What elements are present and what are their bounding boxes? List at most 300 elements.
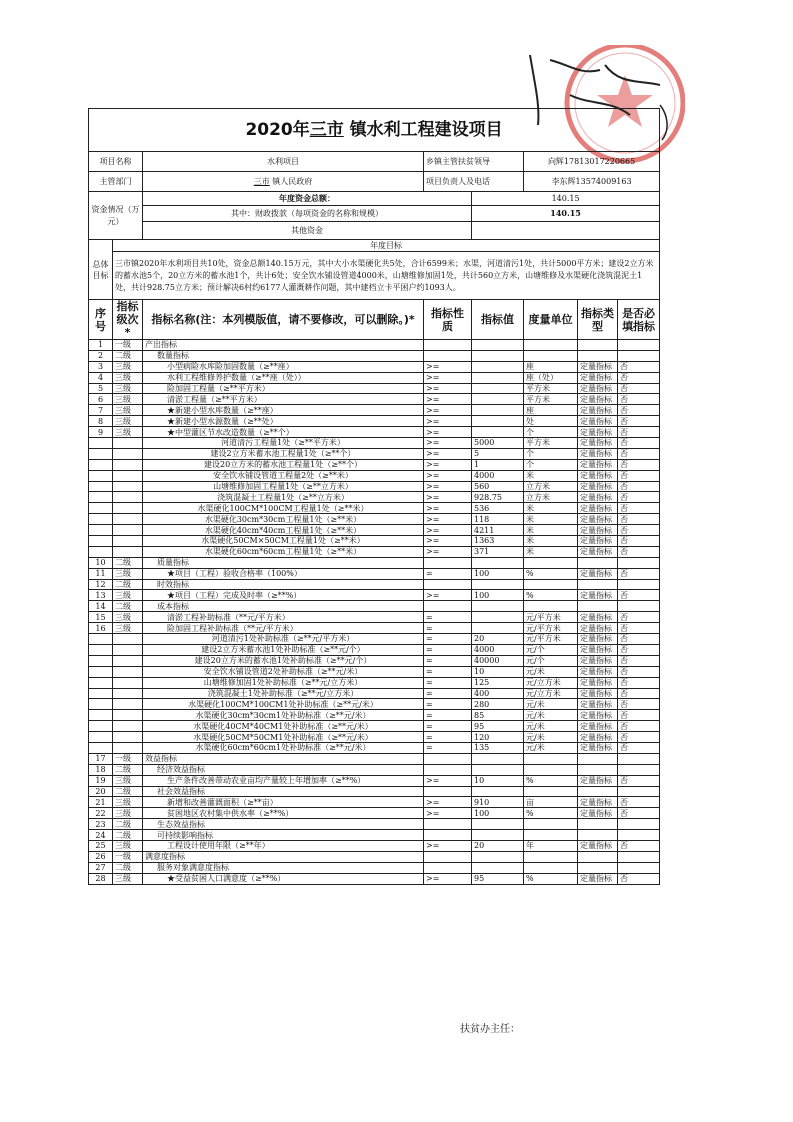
row-type: 定量指标	[578, 808, 618, 819]
dept-label: 主管部门	[89, 172, 143, 192]
row-nature: >=	[424, 492, 472, 503]
row-index: 27	[89, 862, 113, 873]
row-level	[113, 699, 143, 710]
row-indicator-name: 建设2立方米蓄水池1处补助标准（≥**元/个）	[143, 644, 424, 655]
row-required: 否	[618, 438, 660, 449]
row-required	[618, 764, 660, 775]
row-indicator-name: 水渠硬化40CM*40CM1处补助标准（≥**元/米）	[143, 721, 424, 732]
row-unit: 座	[524, 361, 578, 372]
row-unit: 元/米	[524, 699, 578, 710]
row-level	[113, 481, 143, 492]
row-unit: 年	[524, 840, 578, 851]
row-value	[472, 851, 524, 862]
row-unit: 元/个	[524, 655, 578, 666]
row-unit: 元/平方米	[524, 634, 578, 645]
row-unit: %	[524, 775, 578, 786]
col-header-level: 指标级次*	[113, 300, 143, 340]
row-level: 二级	[113, 830, 143, 841]
row-index: 17	[89, 753, 113, 764]
row-index	[89, 459, 113, 470]
row-required	[618, 830, 660, 841]
row-nature: >=	[424, 873, 472, 884]
row-type: 定量指标	[578, 699, 618, 710]
row-type: 定量指标	[578, 514, 618, 525]
row-level: 二级	[113, 601, 143, 612]
row-level	[113, 634, 143, 645]
row-type	[578, 350, 618, 361]
row-value: 118	[472, 514, 524, 525]
row-type	[578, 830, 618, 841]
row-type: 定量指标	[578, 666, 618, 677]
row-nature: >=	[424, 470, 472, 481]
row-indicator-name: 可持续影响指标	[143, 830, 424, 841]
row-indicator-name: 山塘维修加固工程量1处（≥**立方米）	[143, 481, 424, 492]
row-nature: =	[424, 721, 472, 732]
row-required: 否	[618, 568, 660, 579]
row-value	[472, 579, 524, 590]
row-unit: 立方米	[524, 481, 578, 492]
row-type: 定量指标	[578, 372, 618, 383]
row-nature	[424, 851, 472, 862]
table-row	[89, 644, 660, 655]
row-unit: 米	[524, 546, 578, 557]
row-nature: =	[424, 732, 472, 743]
table-row	[89, 677, 660, 688]
row-unit	[524, 862, 578, 873]
leader-value: 向辉17813017220665	[524, 152, 660, 172]
row-nature: >=	[424, 372, 472, 383]
row-unit: 亩	[524, 797, 578, 808]
row-type: 定量指标	[578, 568, 618, 579]
row-unit: %	[524, 873, 578, 884]
row-indicator-name: 河道清污1处补助标准（≥**元/平方米）	[143, 634, 424, 645]
row-indicator-name: 水渠硬化50CM×50CM工程量1处（≥**米）	[143, 536, 424, 547]
row-type: 定量指标	[578, 775, 618, 786]
row-required: 否	[618, 394, 660, 405]
row-required: 否	[618, 644, 660, 655]
row-index: 19	[89, 775, 113, 786]
row-unit	[524, 340, 578, 351]
table-row	[89, 340, 660, 351]
row-level: 一级	[113, 340, 143, 351]
row-value: 5000	[472, 438, 524, 449]
row-level	[113, 655, 143, 666]
row-unit: 平方米	[524, 438, 578, 449]
row-indicator-name: 险加固工程量（≥**平方米）	[143, 383, 424, 394]
row-level	[113, 546, 143, 557]
row-indicator-name: ★中型灌区节水改造数量（≥**个）	[143, 427, 424, 438]
row-unit: 元/平方米	[524, 612, 578, 623]
row-unit: 米	[524, 536, 578, 547]
row-index: 15	[89, 612, 113, 623]
row-unit: 个	[524, 448, 578, 459]
row-required: 否	[618, 427, 660, 438]
row-indicator-name: 险加固工程补助标准（**元/平方米）	[143, 623, 424, 634]
row-index: 25	[89, 840, 113, 851]
row-unit	[524, 350, 578, 361]
row-required: 否	[618, 655, 660, 666]
row-unit: 米	[524, 525, 578, 536]
table-row	[89, 775, 660, 786]
row-nature	[424, 350, 472, 361]
row-level: 二级	[113, 819, 143, 830]
row-indicator-name: 水渠硬化100CM*100CM工程量1处（≥**米）	[143, 503, 424, 514]
row-nature: >=	[424, 405, 472, 416]
col-header-name: 指标名称(注：本列模版值，请不要修改，可以删除。)*	[143, 300, 424, 340]
row-type: 定量指标	[578, 590, 618, 601]
row-type	[578, 862, 618, 873]
row-type: 定量指标	[578, 459, 618, 470]
row-index	[89, 634, 113, 645]
row-required: 否	[618, 808, 660, 819]
table-row	[89, 840, 660, 851]
row-required: 否	[618, 470, 660, 481]
table-row	[89, 655, 660, 666]
row-level	[113, 677, 143, 688]
row-nature: =	[424, 677, 472, 688]
row-nature: =	[424, 688, 472, 699]
row-nature: >=	[424, 546, 472, 557]
project-name-label: 项目名称	[89, 152, 143, 172]
indicator-rows	[89, 340, 660, 885]
row-value	[472, 764, 524, 775]
row-value: 910	[472, 797, 524, 808]
row-required: 否	[618, 742, 660, 753]
row-required: 否	[618, 383, 660, 394]
table-row	[89, 492, 660, 503]
row-value	[472, 394, 524, 405]
row-indicator-name: 生态效益指标	[143, 819, 424, 830]
table-row	[89, 830, 660, 841]
row-unit: 元/平方米	[524, 623, 578, 634]
row-type: 定量指标	[578, 634, 618, 645]
row-index: 14	[89, 601, 113, 612]
table-row	[89, 819, 660, 830]
goals-text: 三市镇2020年水利项目共10处，资金总额140.15万元，其中大小水渠硬化共5处，合计6599米；水渠，河道清污1处，共计5000平方米；建设2立方米的蓄水池5个，20立方米的蓄水池1个，共计6处；安全饮水铺设管道4000米，山塘维修加固1处，共计560立方米，山塘维修及水渠硬化浇筑混泥土1处，共计928.75立方米；预计解决6村约6177人灌溉耕作问题，其中建档立卡平困户约1093人。	[113, 252, 660, 300]
row-type: 定量指标	[578, 405, 618, 416]
row-unit: 个	[524, 427, 578, 438]
row-level	[113, 536, 143, 547]
row-index	[89, 546, 113, 557]
table-row	[89, 612, 660, 623]
row-unit	[524, 819, 578, 830]
row-level: 三级	[113, 808, 143, 819]
row-value: 20	[472, 840, 524, 851]
table-row	[89, 438, 660, 449]
row-indicator-name: 清淤工程量（≥**平方米）	[143, 394, 424, 405]
row-unit: 元/米	[524, 732, 578, 743]
table-row	[89, 459, 660, 470]
row-nature: >=	[424, 459, 472, 470]
table-row	[89, 525, 660, 536]
table-row	[89, 481, 660, 492]
row-level	[113, 644, 143, 655]
row-index	[89, 677, 113, 688]
table-row	[89, 742, 660, 753]
row-level: 三级	[113, 361, 143, 372]
row-index	[89, 699, 113, 710]
row-type: 定量指标	[578, 383, 618, 394]
row-type	[578, 764, 618, 775]
row-type	[578, 340, 618, 351]
row-required	[618, 350, 660, 361]
row-level	[113, 503, 143, 514]
row-nature: =	[424, 634, 472, 645]
row-indicator-name: 水渠硬化30cm*30cm工程量1处（≥**米）	[143, 514, 424, 525]
leader-label: 乡镇主管扶贫领导	[424, 152, 524, 172]
row-type: 定量指标	[578, 688, 618, 699]
row-indicator-name: 时效指标	[143, 579, 424, 590]
row-unit	[524, 851, 578, 862]
row-nature: =	[424, 644, 472, 655]
dept-value: 三市 镇人民政府	[143, 172, 424, 192]
table-row	[89, 623, 660, 634]
row-indicator-name: 经济效益指标	[143, 764, 424, 775]
row-index	[89, 514, 113, 525]
row-level: 三级	[113, 372, 143, 383]
row-index	[89, 525, 113, 536]
row-unit: 元/米	[524, 666, 578, 677]
row-type: 定量指标	[578, 525, 618, 536]
table-row	[89, 710, 660, 721]
row-nature: >=	[424, 394, 472, 405]
row-nature: >=	[424, 503, 472, 514]
row-value: 4000	[472, 644, 524, 655]
row-index	[89, 666, 113, 677]
row-indicator-name: 工程设计使用年限（≥**年）	[143, 840, 424, 851]
row-required: 否	[618, 797, 660, 808]
row-nature	[424, 753, 472, 764]
row-level: 二级	[113, 557, 143, 568]
row-required: 否	[618, 372, 660, 383]
row-nature	[424, 764, 472, 775]
row-required: 否	[618, 459, 660, 470]
row-required: 否	[618, 536, 660, 547]
row-unit: 元/立方米	[524, 677, 578, 688]
row-required: 否	[618, 677, 660, 688]
row-required	[618, 557, 660, 568]
row-required: 否	[618, 481, 660, 492]
other-funds-value	[472, 222, 660, 240]
table-row	[89, 601, 660, 612]
row-value: 40000	[472, 655, 524, 666]
row-nature: >=	[424, 808, 472, 819]
row-value	[472, 361, 524, 372]
col-header-unit: 度量单位	[524, 300, 578, 340]
row-level	[113, 448, 143, 459]
row-required	[618, 753, 660, 764]
row-required: 否	[618, 361, 660, 372]
row-unit: 座	[524, 405, 578, 416]
row-indicator-name: 浇筑混凝土1处补助标准（≥**元/立方米）	[143, 688, 424, 699]
row-index: 20	[89, 786, 113, 797]
row-type	[578, 786, 618, 797]
row-nature: =	[424, 623, 472, 634]
row-nature: =	[424, 612, 472, 623]
row-required: 否	[618, 710, 660, 721]
row-value	[472, 416, 524, 427]
row-indicator-name: ★受益贫困人口满意度（≥**%）	[143, 873, 424, 884]
row-level	[113, 710, 143, 721]
table-row	[89, 666, 660, 677]
row-indicator-name: 水利工程维修养护数量（≥**座（处））	[143, 372, 424, 383]
row-level	[113, 742, 143, 753]
row-level: 三级	[113, 775, 143, 786]
row-level: 三级	[113, 797, 143, 808]
row-required: 否	[618, 775, 660, 786]
row-type: 定量指标	[578, 536, 618, 547]
row-level: 三级	[113, 383, 143, 394]
row-indicator-name: 数量指标	[143, 350, 424, 361]
row-indicator-name: 贫困地区农村集中供水率（≥**%）	[143, 808, 424, 819]
annual-funds-value: 140.15	[472, 192, 660, 206]
row-level	[113, 438, 143, 449]
row-level	[113, 492, 143, 503]
row-value: 85	[472, 710, 524, 721]
row-value	[472, 383, 524, 394]
row-index: 2	[89, 350, 113, 361]
row-nature	[424, 557, 472, 568]
row-value: 95	[472, 873, 524, 884]
row-required: 否	[618, 590, 660, 601]
row-required	[618, 340, 660, 351]
row-nature	[424, 830, 472, 841]
row-index: 4	[89, 372, 113, 383]
row-type: 定量指标	[578, 492, 618, 503]
row-index	[89, 492, 113, 503]
row-type	[578, 579, 618, 590]
row-index: 18	[89, 764, 113, 775]
row-index: 13	[89, 590, 113, 601]
row-indicator-name: 建设2立方米蓄水池工程量1处（≥**个）	[143, 448, 424, 459]
row-value: 4211	[472, 525, 524, 536]
row-level: 二级	[113, 764, 143, 775]
row-indicator-name: 山塘维修加固1处补助标准（≥**元/立方米）	[143, 677, 424, 688]
table-row	[89, 416, 660, 427]
row-indicator-name: 效益指标	[143, 753, 424, 764]
row-nature: >=	[424, 536, 472, 547]
row-type: 定量指标	[578, 546, 618, 557]
row-unit: 米	[524, 470, 578, 481]
table-row	[89, 394, 660, 405]
row-value	[472, 557, 524, 568]
table-row	[89, 557, 660, 568]
row-level: 三级	[113, 840, 143, 851]
row-nature: >=	[424, 775, 472, 786]
table-row	[89, 862, 660, 873]
row-unit	[524, 786, 578, 797]
row-indicator-name: 安全饮水铺设管道2处补助标准（≥**元/米）	[143, 666, 424, 677]
row-required: 否	[618, 732, 660, 743]
project-form	[88, 108, 659, 885]
annual-funds-label: 年度资金总额：	[143, 192, 472, 206]
row-level: 三级	[113, 405, 143, 416]
row-required	[618, 851, 660, 862]
row-level: 三级	[113, 427, 143, 438]
row-value: 100	[472, 808, 524, 819]
row-required	[618, 862, 660, 873]
row-required	[618, 786, 660, 797]
row-required: 否	[618, 688, 660, 699]
row-type: 定量指标	[578, 448, 618, 459]
row-index	[89, 481, 113, 492]
row-level: 二级	[113, 862, 143, 873]
row-level: 二级	[113, 350, 143, 361]
row-indicator-name: 水渠硬化100CM*100CM1处补助标准（≥**元/米）	[143, 699, 424, 710]
row-index: 9	[89, 427, 113, 438]
row-unit	[524, 764, 578, 775]
row-indicator-name: 建设20立方米的蓄水池工程量1处（≥**个）	[143, 459, 424, 470]
row-level: 三级	[113, 568, 143, 579]
footer-director: 扶贫办主任：	[460, 1024, 520, 1035]
row-index	[89, 655, 113, 666]
row-required: 否	[618, 840, 660, 851]
row-required: 否	[618, 416, 660, 427]
row-level	[113, 732, 143, 743]
row-indicator-name: ★新建小型水库数量（≥**座）	[143, 405, 424, 416]
row-value	[472, 753, 524, 764]
row-unit: 元/个	[524, 644, 578, 655]
row-nature: >=	[424, 416, 472, 427]
row-value: 5	[472, 448, 524, 459]
row-nature: >=	[424, 514, 472, 525]
row-type: 定量指标	[578, 742, 618, 753]
row-required: 否	[618, 448, 660, 459]
table-row	[89, 797, 660, 808]
row-index: 8	[89, 416, 113, 427]
row-required: 否	[618, 612, 660, 623]
row-value: 10	[472, 666, 524, 677]
row-indicator-name: 产出指标	[143, 340, 424, 351]
row-level: 三级	[113, 590, 143, 601]
row-index: 12	[89, 579, 113, 590]
row-nature	[424, 601, 472, 612]
row-index	[89, 470, 113, 481]
row-type: 定量指标	[578, 732, 618, 743]
row-required: 否	[618, 546, 660, 557]
row-required	[618, 579, 660, 590]
table-row	[89, 372, 660, 383]
row-value: 20	[472, 634, 524, 645]
row-level: 三级	[113, 612, 143, 623]
row-index	[89, 503, 113, 514]
table-row	[89, 808, 660, 819]
row-nature: >=	[424, 438, 472, 449]
row-level	[113, 525, 143, 536]
row-value: 400	[472, 688, 524, 699]
table-row	[89, 383, 660, 394]
row-type: 定量指标	[578, 644, 618, 655]
row-type	[578, 819, 618, 830]
fiscal-funds-label: 其中：财政拨款（每项资金的名称和规模）	[143, 206, 472, 222]
col-header-nature: 指标性质	[424, 300, 472, 340]
table-row	[89, 786, 660, 797]
table-row	[89, 688, 660, 699]
table-row	[89, 732, 660, 743]
row-type	[578, 753, 618, 764]
row-type: 定量指标	[578, 438, 618, 449]
row-unit: 元/米	[524, 721, 578, 732]
row-nature: >=	[424, 481, 472, 492]
row-nature: =	[424, 699, 472, 710]
row-type: 定量指标	[578, 797, 618, 808]
row-index	[89, 448, 113, 459]
row-value: 120	[472, 732, 524, 743]
row-indicator-name: 新增和改善灌溉面积（≥**亩）	[143, 797, 424, 808]
row-value: 280	[472, 699, 524, 710]
col-header-type: 指标类型	[578, 300, 618, 340]
row-index: 23	[89, 819, 113, 830]
